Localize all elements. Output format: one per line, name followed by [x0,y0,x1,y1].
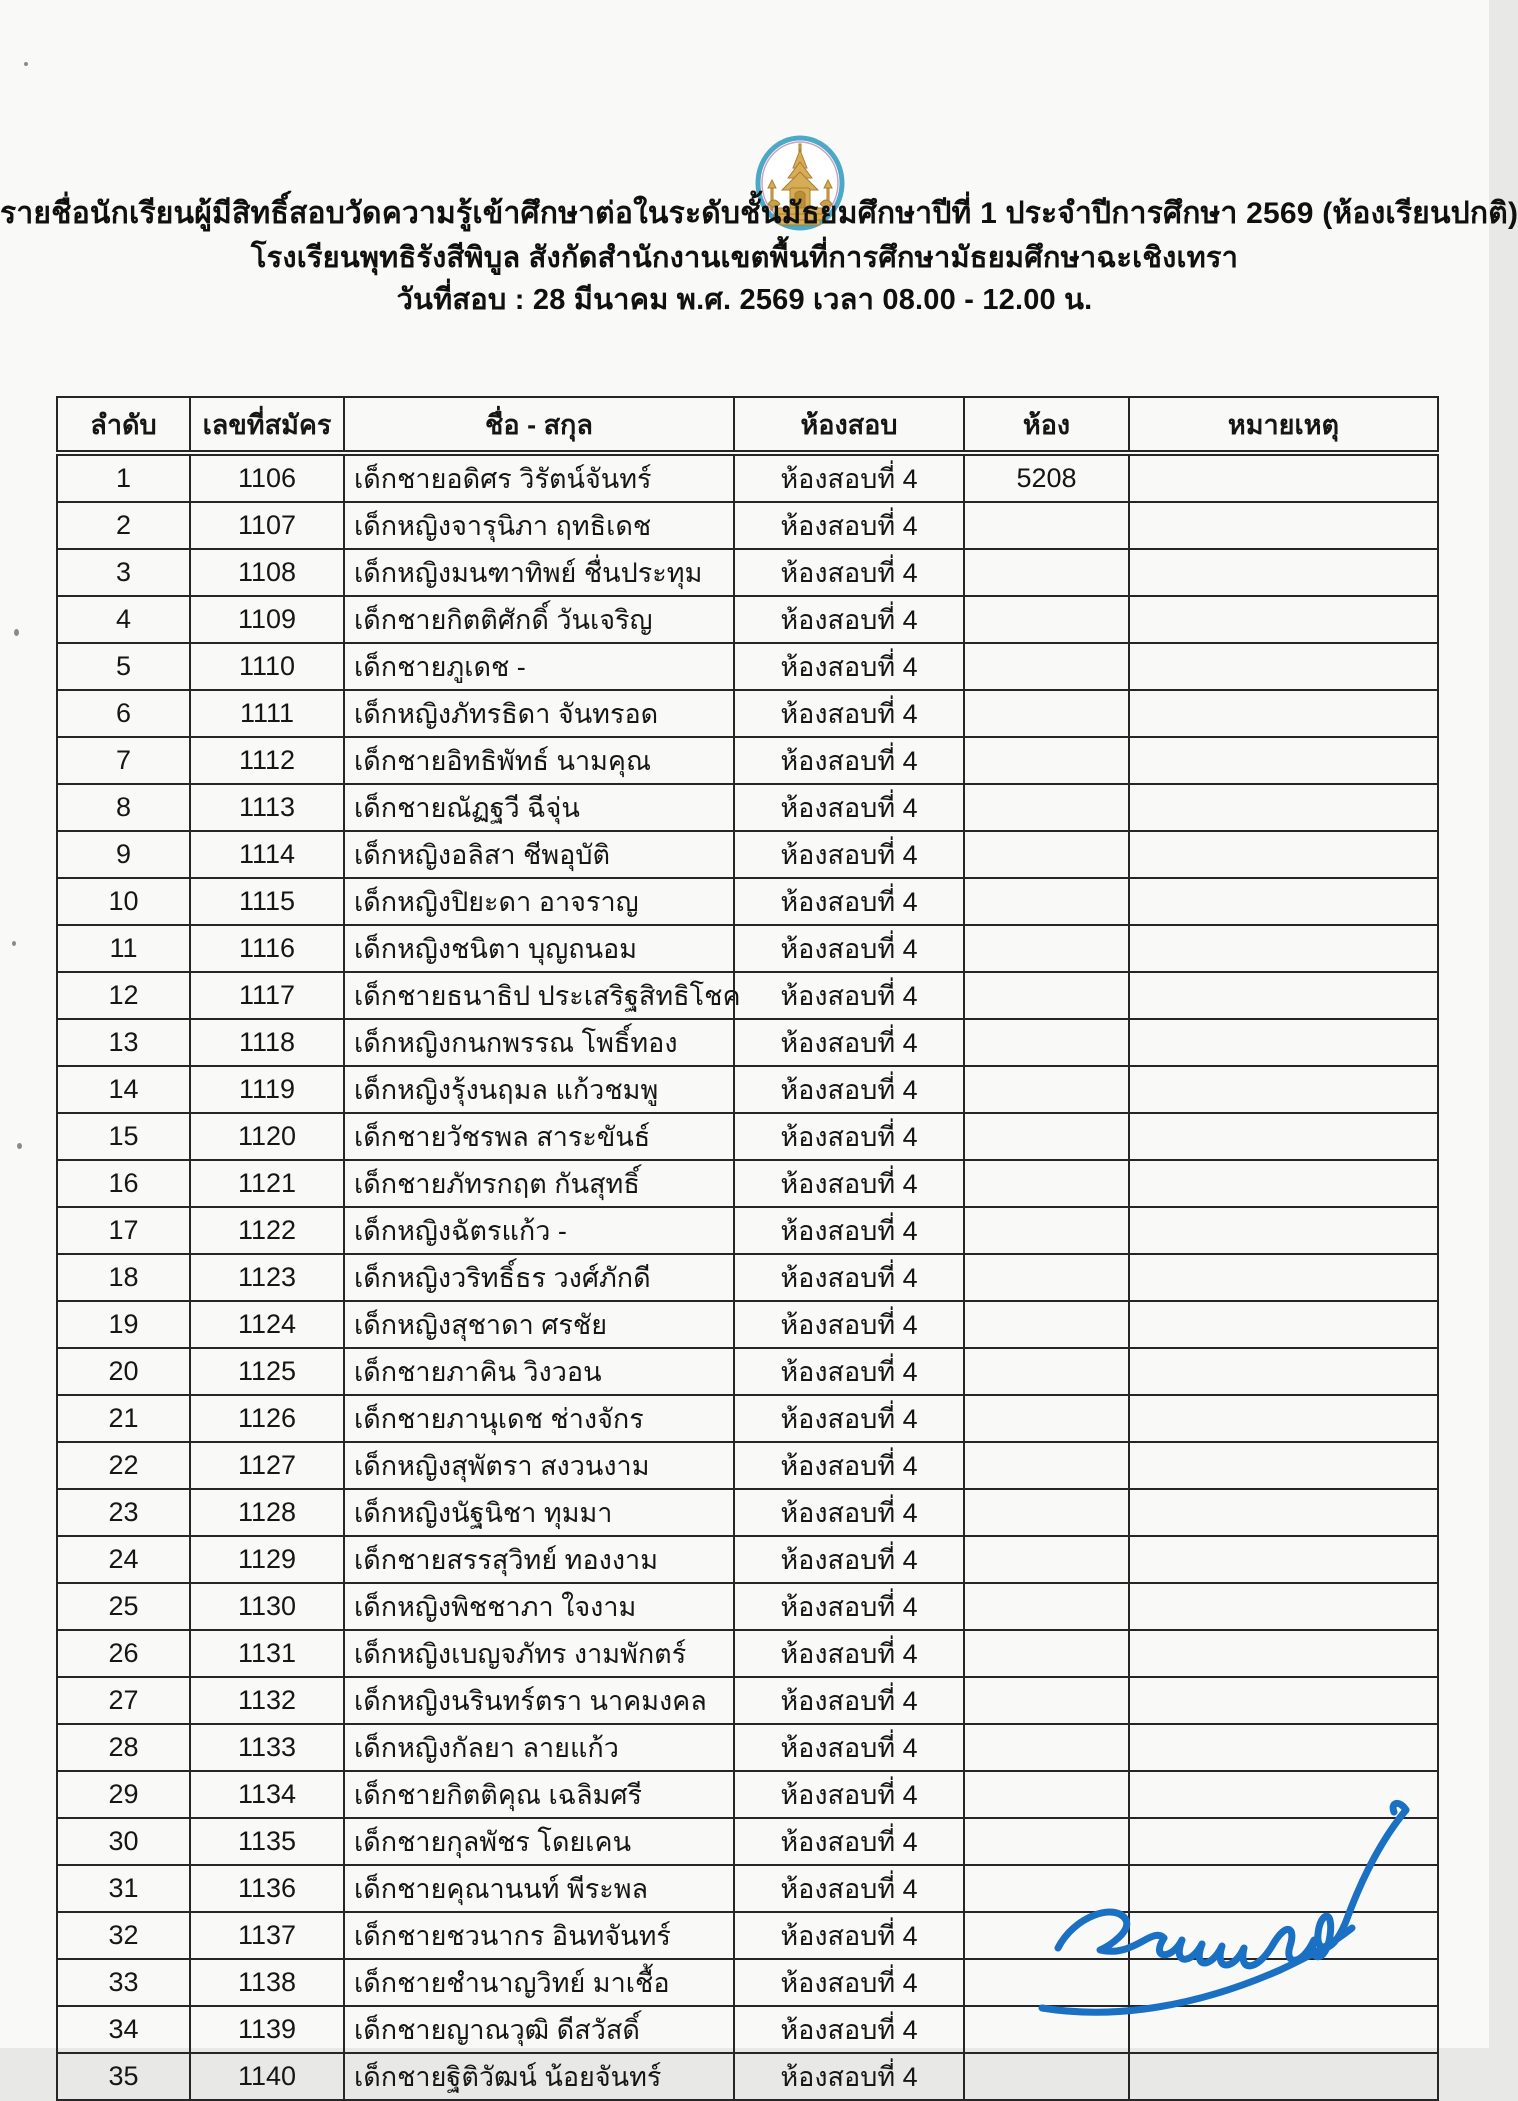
cell-application-number: 1117 [190,972,344,1019]
cell-student-name: เด็กหญิงชนิตา บุญถนอม [344,925,734,972]
cell-exam-room: ห้องสอบที่ 4 [734,1912,964,1959]
cell-student-name: เด็กหญิงกัลยา ลายแก้ว [344,1724,734,1771]
cell-student-name: เด็กหญิงจารุนิภา ฤทธิเดช [344,502,734,549]
cell-order: 28 [57,1724,190,1771]
cell-remark [1129,972,1438,1019]
cell-exam-room: ห้องสอบที่ 4 [734,1724,964,1771]
cell-order: 20 [57,1348,190,1395]
cell-student-name: เด็กหญิงภัทรธิดา จันทรอด [344,690,734,737]
cell-room-number [964,502,1129,549]
col-header-order: ลำดับ [57,397,190,453]
cell-room-number [964,1536,1129,1583]
cell-application-number: 1127 [190,1442,344,1489]
cell-student-name: เด็กชายคุณานนท์ พีระพล [344,1865,734,1912]
exam-date-line: วันที่สอบ : 28 มีนาคม พ.ศ. 2569 เวลา 08.00 - 12.00 น. [396,284,1093,316]
student-row [57,549,1438,596]
student-row [57,1583,1438,1630]
cell-student-name: เด็กหญิงสุชาดา ศรชัย [344,1301,734,1348]
student-row [57,1301,1438,1348]
student-row [57,1395,1438,1442]
col-header-exam-room: ห้องสอบ [734,397,964,453]
cell-order: 23 [57,1489,190,1536]
cell-application-number: 1112 [190,737,344,784]
cell-exam-room: ห้องสอบที่ 4 [734,690,964,737]
cell-room-number [964,690,1129,737]
cell-room-number [964,1207,1129,1254]
student-row [57,2053,1438,2100]
cell-remark [1129,1019,1438,1066]
cell-application-number: 1109 [190,596,344,643]
cell-student-name: เด็กชายณัฏฐวี ฉีจุ่น [344,784,734,831]
cell-remark [1129,1066,1438,1113]
cell-order: 9 [57,831,190,878]
col-header-name: ชื่อ - สกุล [344,397,734,453]
cell-application-number: 1108 [190,549,344,596]
cell-exam-room: ห้องสอบที่ 4 [734,878,964,925]
cell-application-number: 1111 [190,690,344,737]
cell-application-number: 1138 [190,1959,344,2006]
cell-student-name: เด็กชายชำนาญวิทย์ มาเชื้อ [344,1959,734,2006]
cell-student-name: เด็กชายวัชรพล สาระขันธ์ [344,1113,734,1160]
cell-room-number [964,972,1129,1019]
cell-exam-room: ห้องสอบที่ 4 [734,1818,964,1865]
cell-room-number [964,1066,1129,1113]
cell-room-number [964,1019,1129,1066]
cell-room-number [964,1489,1129,1536]
student-row [57,1724,1438,1771]
signature-ink [1030,1796,1450,2048]
cell-order: 6 [57,690,190,737]
cell-order: 1 [57,453,190,502]
cell-order: 3 [57,549,190,596]
cell-exam-room: ห้องสอบที่ 4 [734,1677,964,1724]
cell-student-name: เด็กหญิงอลิสา ชีพอุบัติ [344,831,734,878]
cell-exam-room: ห้องสอบที่ 4 [734,453,964,502]
cell-order: 27 [57,1677,190,1724]
student-row [57,1113,1438,1160]
cell-room-number [964,1395,1129,1442]
cell-remark [1129,690,1438,737]
cell-student-name: เด็กชายธนาธิป ประเสริฐสิทธิโชค [344,972,734,1019]
cell-remark [1129,1489,1438,1536]
cell-order: 4 [57,596,190,643]
cell-application-number: 1121 [190,1160,344,1207]
cell-application-number: 1137 [190,1912,344,1959]
cell-order: 31 [57,1865,190,1912]
cell-room-number [964,1348,1129,1395]
cell-student-name: เด็กหญิงรุ้งนฤมล แก้วชมพู [344,1066,734,1113]
cell-application-number: 1120 [190,1113,344,1160]
student-row [57,643,1438,690]
cell-order: 24 [57,1536,190,1583]
cell-remark [1129,643,1438,690]
cell-student-name: เด็กหญิงกนกพรรณ โพธิ์ทอง [344,1019,734,1066]
cell-order: 30 [57,1818,190,1865]
scan-speck [12,941,16,946]
cell-order: 16 [57,1160,190,1207]
cell-student-name: เด็กชายภูเดช - [344,643,734,690]
cell-remark [1129,1113,1438,1160]
cell-application-number: 1131 [190,1630,344,1677]
cell-student-name: เด็กชายฐิติวัฒน์ น้อยจันทร์ [344,2053,734,2100]
cell-application-number: 1113 [190,784,344,831]
cell-exam-room: ห้องสอบที่ 4 [734,1019,964,1066]
cell-exam-room: ห้องสอบที่ 4 [734,1160,964,1207]
cell-student-name: เด็กหญิงฉัตรแก้ว - [344,1207,734,1254]
cell-student-name: เด็กหญิงนรินทร์ตรา นาคมงคล [344,1677,734,1724]
student-row [57,1254,1438,1301]
cell-order: 33 [57,1959,190,2006]
cell-application-number: 1129 [190,1536,344,1583]
cell-student-name: เด็กหญิงเบญจภัทร งามพักตร์ [344,1630,734,1677]
student-row [57,925,1438,972]
cell-application-number: 1115 [190,878,344,925]
cell-room-number [964,643,1129,690]
cell-exam-room: ห้องสอบที่ 4 [734,1771,964,1818]
cell-remark [1129,831,1438,878]
student-row [57,1630,1438,1677]
cell-room-number [964,737,1129,784]
cell-remark [1129,878,1438,925]
cell-application-number: 1110 [190,643,344,690]
cell-room-number [964,549,1129,596]
cell-application-number: 1106 [190,453,344,502]
cell-application-number: 1139 [190,2006,344,2053]
cell-application-number: 1140 [190,2053,344,2100]
cell-remark [1129,1677,1438,1724]
cell-student-name: เด็กหญิงนัฐนิชา ทุมมา [344,1489,734,1536]
cell-exam-room: ห้องสอบที่ 4 [734,1113,964,1160]
student-row [57,1677,1438,1724]
student-row [57,502,1438,549]
cell-student-name: เด็กหญิงมนฑาทิพย์ ชื่นประทุม [344,549,734,596]
cell-remark [1129,1348,1438,1395]
cell-exam-room: ห้องสอบที่ 4 [734,1536,964,1583]
student-row [57,1348,1438,1395]
col-header-application-number: เลขที่สมัคร [190,397,344,453]
student-row [57,831,1438,878]
cell-exam-room: ห้องสอบที่ 4 [734,1489,964,1536]
student-row [57,972,1438,1019]
cell-student-name: เด็กชายภานุเดช ช่างจักร [344,1395,734,1442]
cell-order: 12 [57,972,190,1019]
cell-application-number: 1126 [190,1395,344,1442]
cell-room-number: 5208 [964,453,1129,502]
cell-room-number [964,1160,1129,1207]
cell-student-name: เด็กชายกิตติคุณ เฉลิมศรี [344,1771,734,1818]
cell-exam-room: ห้องสอบที่ 4 [734,1959,964,2006]
cell-remark [1129,1301,1438,1348]
cell-remark [1129,1207,1438,1254]
cell-student-name: เด็กหญิงสุพัตรา สงวนงาม [344,1442,734,1489]
cell-order: 15 [57,1113,190,1160]
cell-application-number: 1133 [190,1724,344,1771]
cell-remark [1129,596,1438,643]
cell-order: 26 [57,1630,190,1677]
cell-remark [1129,2053,1438,2100]
cell-application-number: 1119 [190,1066,344,1113]
cell-order: 18 [57,1254,190,1301]
cell-exam-room: ห้องสอบที่ 4 [734,2053,964,2100]
cell-student-name: เด็กหญิงวริทธิ์ธร วงศ์ภักดี [344,1254,734,1301]
cell-application-number: 1118 [190,1019,344,1066]
cell-room-number [964,878,1129,925]
cell-student-name: เด็กชายกุลพัชร โดยเคน [344,1818,734,1865]
cell-room-number [964,2053,1129,2100]
cell-order: 17 [57,1207,190,1254]
cell-application-number: 1134 [190,1771,344,1818]
cell-exam-room: ห้องสอบที่ 4 [734,1207,964,1254]
student-row [57,784,1438,831]
cell-exam-room: ห้องสอบที่ 4 [734,2006,964,2053]
cell-student-name: เด็กหญิงปิยะดา อาจราญ [344,878,734,925]
cell-application-number: 1136 [190,1865,344,1912]
cell-exam-room: ห้องสอบที่ 4 [734,549,964,596]
cell-exam-room: ห้องสอบที่ 4 [734,1066,964,1113]
school-affiliation-line: โรงเรียนพุทธิรังสีพิบูล สังกัดสำนักงานเขตพื้นที่การศึกษามัธยมศึกษาฉะเชิงเทรา [250,242,1239,274]
cell-student-name: เด็กชายชวนากร อินทจันทร์ [344,1912,734,1959]
cell-room-number [964,1724,1129,1771]
cell-remark [1129,737,1438,784]
cell-exam-room: ห้องสอบที่ 4 [734,784,964,831]
cell-room-number [964,1677,1129,1724]
student-row [57,878,1438,925]
cell-order: 25 [57,1583,190,1630]
student-row [57,453,1438,502]
cell-order: 5 [57,643,190,690]
cell-room-number [964,1301,1129,1348]
cell-student-name: เด็กชายกิตติศักดิ์ วันเจริญ [344,596,734,643]
cell-order: 21 [57,1395,190,1442]
cell-room-number [964,1113,1129,1160]
col-header-room: ห้อง [964,397,1129,453]
cell-exam-room: ห้องสอบที่ 4 [734,737,964,784]
cell-order: 13 [57,1019,190,1066]
cell-student-name: เด็กชายภัทรกฤต กันสุทธิ์ [344,1160,734,1207]
cell-remark [1129,1536,1438,1583]
cell-room-number [964,1254,1129,1301]
cell-remark [1129,502,1438,549]
student-row [57,690,1438,737]
student-row [57,1207,1438,1254]
cell-application-number: 1128 [190,1489,344,1536]
scan-speck [14,629,19,636]
cell-room-number [964,1442,1129,1489]
cell-exam-room: ห้องสอบที่ 4 [734,1395,964,1442]
cell-exam-room: ห้องสอบที่ 4 [734,925,964,972]
cell-order: 32 [57,1912,190,1959]
cell-room-number [964,784,1129,831]
cell-application-number: 1123 [190,1254,344,1301]
cell-exam-room: ห้องสอบที่ 4 [734,1348,964,1395]
cell-room-number [964,1630,1129,1677]
cell-student-name: เด็กชายสรรสุวิทย์ ทองงาม [344,1536,734,1583]
cell-exam-room: ห้องสอบที่ 4 [734,972,964,1019]
cell-exam-room: ห้องสอบที่ 4 [734,1254,964,1301]
cell-application-number: 1135 [190,1818,344,1865]
cell-application-number: 1124 [190,1301,344,1348]
cell-student-name: เด็กหญิงพิชชาภา ใจงาม [344,1583,734,1630]
cell-remark [1129,1724,1438,1771]
cell-exam-room: ห้องสอบที่ 4 [734,1865,964,1912]
cell-remark [1129,784,1438,831]
cell-exam-room: ห้องสอบที่ 4 [734,1442,964,1489]
cell-application-number: 1114 [190,831,344,878]
student-row [57,596,1438,643]
student-row [57,1442,1438,1489]
cell-student-name: เด็กชายอิทธิพัทธ์ นามคุณ [344,737,734,784]
student-row [57,737,1438,784]
cell-exam-room: ห้องสอบที่ 4 [734,1630,964,1677]
cell-remark [1129,925,1438,972]
cell-exam-room: ห้องสอบที่ 4 [734,831,964,878]
cell-student-name: เด็กชายภาคิน วิงวอน [344,1348,734,1395]
cell-room-number [964,831,1129,878]
scan-speck [17,1143,22,1149]
col-header-remark: หมายเหตุ [1129,397,1438,453]
cell-order: 19 [57,1301,190,1348]
cell-order: 7 [57,737,190,784]
cell-remark [1129,1254,1438,1301]
cell-order: 22 [57,1442,190,1489]
cell-order: 11 [57,925,190,972]
cell-room-number [964,596,1129,643]
cell-exam-room: ห้องสอบที่ 4 [734,1583,964,1630]
cell-application-number: 1132 [190,1677,344,1724]
cell-application-number: 1116 [190,925,344,972]
cell-remark [1129,1160,1438,1207]
cell-remark [1129,1583,1438,1630]
cell-remark [1129,1630,1438,1677]
cell-application-number: 1122 [190,1207,344,1254]
cell-student-name: เด็กชายญาณวุฒิ ดีสวัสดิ์ [344,2006,734,2053]
cell-order: 2 [57,502,190,549]
cell-exam-room: ห้องสอบที่ 4 [734,643,964,690]
cell-exam-room: ห้องสอบที่ 4 [734,502,964,549]
cell-order: 35 [57,2053,190,2100]
cell-remark [1129,1442,1438,1489]
table-header-row [57,397,1438,453]
cell-order: 34 [57,2006,190,2053]
cell-application-number: 1125 [190,1348,344,1395]
student-row [57,1489,1438,1536]
cell-order: 8 [57,784,190,831]
cell-exam-room: ห้องสอบที่ 4 [734,596,964,643]
cell-remark [1129,1395,1438,1442]
cell-application-number: 1107 [190,502,344,549]
cell-order: 29 [57,1771,190,1818]
cell-order: 14 [57,1066,190,1113]
cell-room-number [964,1583,1129,1630]
document-title: รายชื่อนักเรียนผู้มีสิทธิ์สอบวัดความรู้เข้าศึกษาต่อในระดับชั้นมัธยมศึกษาปีที่ 1 ประจำปีการศึกษา 2569 (ห้องเรียนปกติ) [0,197,1518,230]
cell-remark [1129,549,1438,596]
student-row [57,1019,1438,1066]
student-row [57,1160,1438,1207]
cell-room-number [964,925,1129,972]
student-row [57,1066,1438,1113]
cell-exam-room: ห้องสอบที่ 4 [734,1301,964,1348]
scan-speck [24,62,28,66]
student-row [57,1536,1438,1583]
cell-student-name: เด็กชายอดิศร วิรัตน์จันทร์ [344,453,734,502]
cell-application-number: 1130 [190,1583,344,1630]
cell-order: 10 [57,878,190,925]
cell-remark [1129,453,1438,502]
